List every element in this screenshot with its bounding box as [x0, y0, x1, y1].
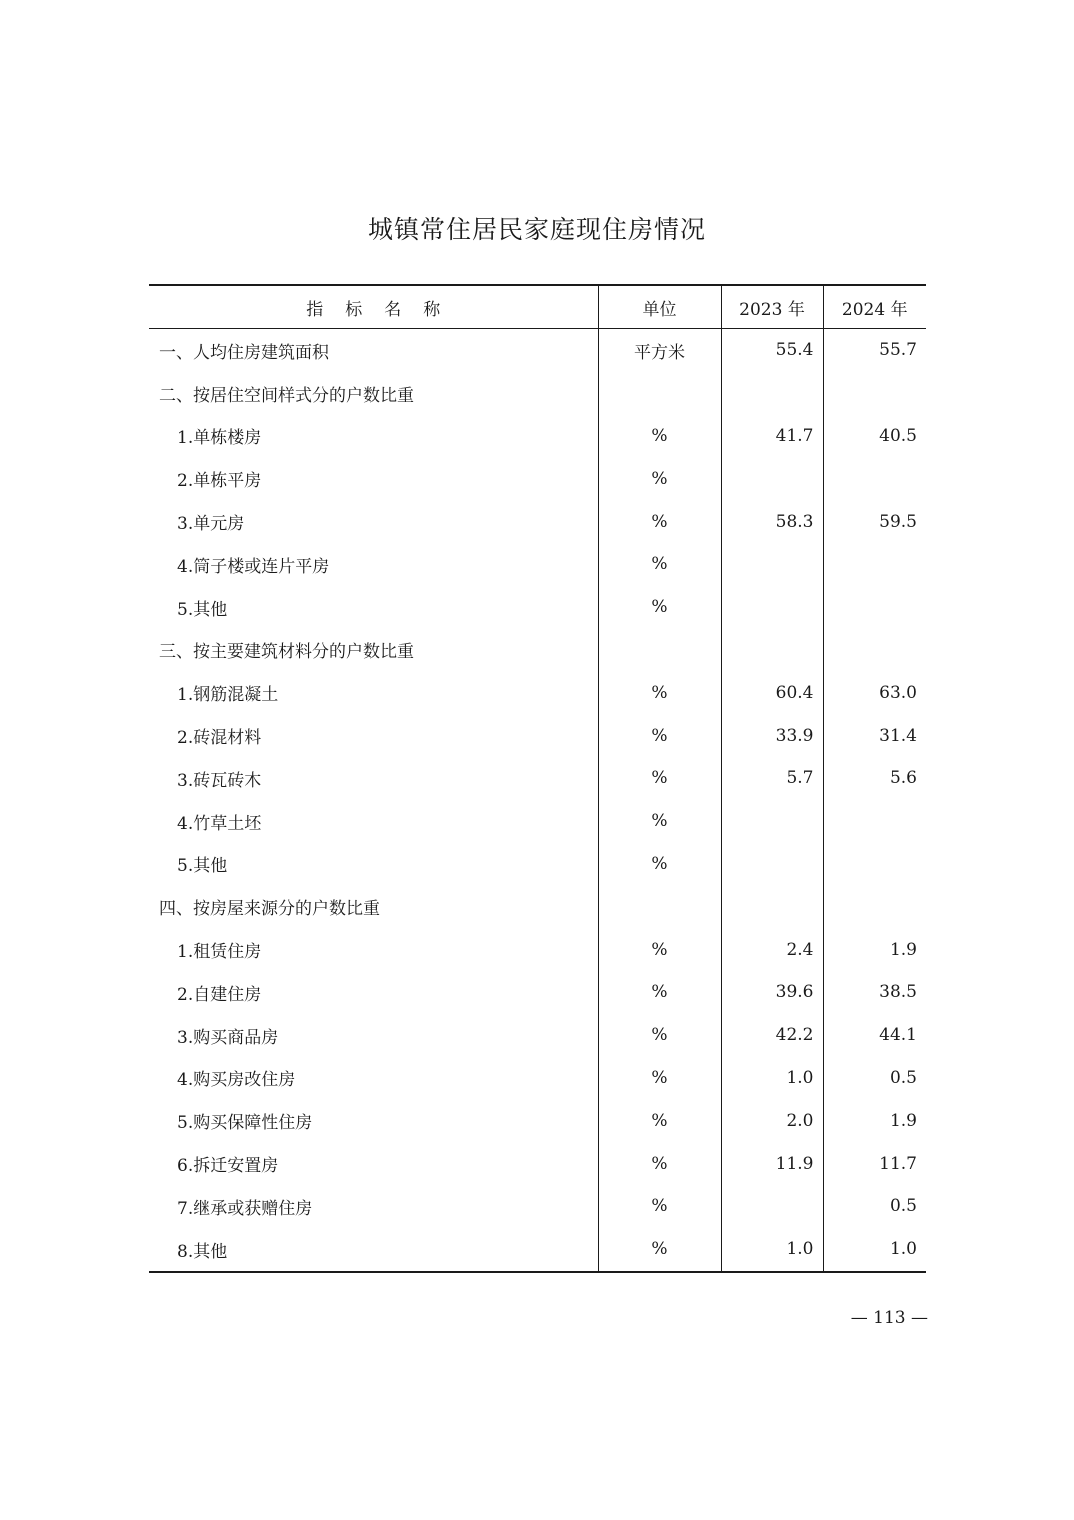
- row-value-2023: 42.2: [721, 1014, 823, 1057]
- row-value-2024: 59.5: [823, 500, 926, 543]
- row-indicator-name: 4.购买房改住房: [177, 1070, 296, 1091]
- row-value-2023: [721, 586, 823, 629]
- row-unit: %: [598, 714, 721, 757]
- table-row: [149, 671, 926, 714]
- table-row: [149, 714, 926, 757]
- row-value-2024: [823, 800, 926, 843]
- table-row: [149, 629, 926, 672]
- row-unit: %: [598, 757, 721, 800]
- page-title: 城镇常住居民家庭现住房情况: [367, 215, 706, 244]
- row-value-2023: 60.4: [721, 671, 823, 714]
- row-value-2024: 0.5: [823, 1185, 926, 1228]
- row-value-2024: 5.6: [823, 757, 926, 800]
- row-unit: %: [598, 586, 721, 629]
- row-indicator-name: 3.单元房: [177, 514, 245, 535]
- row-value-2024: [823, 629, 926, 672]
- row-unit: %: [598, 1099, 721, 1142]
- row-unit: %: [598, 1185, 721, 1228]
- row-value-2023: [721, 457, 823, 500]
- row-value-2023: 1.0: [721, 1057, 823, 1100]
- table-row: [149, 1014, 926, 1057]
- row-unit: %: [598, 543, 721, 586]
- row-value-2024: 63.0: [823, 671, 926, 714]
- table-row: [149, 1057, 926, 1100]
- row-value-2023: 11.9: [721, 1142, 823, 1185]
- table-header-row: [149, 285, 926, 329]
- row-value-2023: [721, 885, 823, 928]
- row-unit: %: [598, 843, 721, 886]
- row-value-2023: 41.7: [721, 415, 823, 458]
- row-value-2023: [721, 800, 823, 843]
- row-value-2024: 11.7: [823, 1142, 926, 1185]
- row-value-2024: 40.5: [823, 415, 926, 458]
- row-indicator-name: 3.购买商品房: [177, 1027, 279, 1048]
- housing-stats-table: [149, 284, 926, 1273]
- row-value-2023: [721, 843, 823, 886]
- row-value-2023: 2.4: [721, 928, 823, 971]
- table-row: [149, 372, 926, 415]
- row-value-2023: 1.0: [721, 1228, 823, 1272]
- row-unit: [598, 372, 721, 415]
- row-indicator-name: 2.自建住房: [177, 984, 262, 1005]
- row-indicator-name: 7.继承或获赠住房: [177, 1198, 313, 1219]
- row-indicator-name: 8.其他: [177, 1241, 228, 1262]
- row-value-2024: [823, 586, 926, 629]
- row-value-2023: [721, 372, 823, 415]
- row-value-2023: 5.7: [721, 757, 823, 800]
- table-row: [149, 1185, 926, 1228]
- table-row: [149, 1228, 926, 1272]
- table-body: [149, 329, 926, 1272]
- row-value-2024: 55.7: [823, 329, 926, 372]
- row-unit: %: [598, 1142, 721, 1185]
- table-row: [149, 971, 926, 1014]
- table-row: [149, 457, 926, 500]
- row-value-2024: [823, 543, 926, 586]
- row-value-2024: 38.5: [823, 971, 926, 1014]
- page-number: — 113 —: [850, 1308, 928, 1328]
- row-unit: [598, 885, 721, 928]
- table-row: [149, 586, 926, 629]
- row-indicator-name: 4.竹草土坯: [177, 813, 262, 834]
- header-unit: 单位: [598, 285, 721, 329]
- row-unit: %: [598, 500, 721, 543]
- row-indicator-name: 1.租赁住房: [177, 942, 262, 963]
- table-row: [149, 543, 926, 586]
- row-value-2024: [823, 885, 926, 928]
- row-indicator-name: 1.单栋楼房: [177, 428, 262, 449]
- row-indicator-name: 5.其他: [177, 856, 228, 877]
- row-value-2023: [721, 629, 823, 672]
- row-indicator-name: 二、按居住空间样式分的户数比重: [159, 385, 414, 406]
- row-unit: %: [598, 1228, 721, 1272]
- table-row: [149, 800, 926, 843]
- row-unit: %: [598, 415, 721, 458]
- row-indicator-name: 4.筒子楼或连片平房: [177, 556, 330, 577]
- row-unit: %: [598, 971, 721, 1014]
- table-row: [149, 928, 926, 971]
- table-row: [149, 757, 926, 800]
- row-value-2023: 2.0: [721, 1099, 823, 1142]
- row-value-2024: 0.5: [823, 1057, 926, 1100]
- table-row: [149, 1142, 926, 1185]
- row-indicator-name: 1.钢筋混凝土: [177, 685, 279, 706]
- table-row: [149, 1099, 926, 1142]
- row-indicator-name: 6.拆迁安置房: [177, 1156, 279, 1177]
- row-unit: [598, 629, 721, 672]
- row-value-2024: 1.9: [823, 928, 926, 971]
- table-row: [149, 329, 926, 372]
- row-value-2024: 1.0: [823, 1228, 926, 1272]
- table-row: [149, 415, 926, 458]
- table-row: [149, 843, 926, 886]
- row-value-2023: 33.9: [721, 714, 823, 757]
- row-unit: %: [598, 671, 721, 714]
- row-unit: %: [598, 928, 721, 971]
- row-indicator-name: 5.购买保障性住房: [177, 1113, 313, 1134]
- row-value-2023: 58.3: [721, 500, 823, 543]
- row-value-2023: [721, 543, 823, 586]
- header-year-2024: 2024 年: [823, 285, 926, 329]
- header-year-2023: 2023 年: [721, 285, 823, 329]
- row-indicator-name: 3.砖瓦砖木: [177, 770, 262, 791]
- row-unit: %: [598, 457, 721, 500]
- row-value-2023: 55.4: [721, 329, 823, 372]
- row-unit: %: [598, 800, 721, 843]
- header-indicator-name: 指标名称: [149, 285, 598, 329]
- row-indicator-name: 三、按主要建筑材料分的户数比重: [159, 642, 414, 663]
- row-unit: %: [598, 1057, 721, 1100]
- row-value-2024: 1.9: [823, 1099, 926, 1142]
- row-indicator-name: 四、按房屋来源分的户数比重: [159, 899, 380, 920]
- row-unit: 平方米: [598, 329, 721, 372]
- row-value-2023: [721, 1185, 823, 1228]
- row-value-2024: [823, 372, 926, 415]
- row-indicator-name: 2.砖混材料: [177, 728, 262, 749]
- row-value-2024: [823, 843, 926, 886]
- table-row: [149, 500, 926, 543]
- row-indicator-name: 2.单栋平房: [177, 471, 262, 492]
- row-value-2023: 39.6: [721, 971, 823, 1014]
- row-value-2024: 31.4: [823, 714, 926, 757]
- row-unit: %: [598, 1014, 721, 1057]
- row-value-2024: 44.1: [823, 1014, 926, 1057]
- row-value-2024: [823, 457, 926, 500]
- row-indicator-name: 5.其他: [177, 599, 228, 620]
- row-indicator-name: 一、人均住房建筑面积: [159, 342, 329, 363]
- table-row: [149, 885, 926, 928]
